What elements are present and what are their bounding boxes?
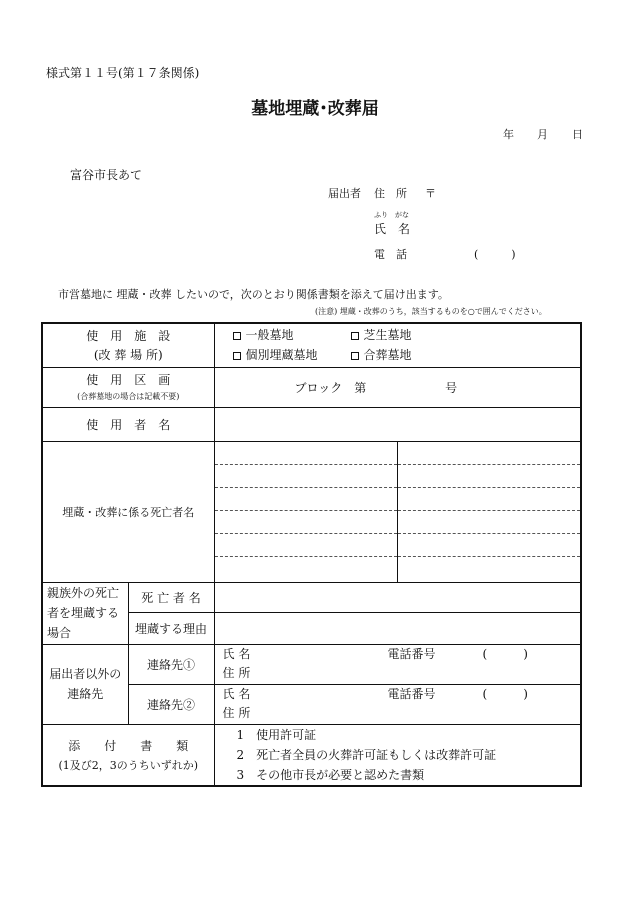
deceased-names-left[interactable]	[214, 441, 397, 582]
deceased-line[interactable]	[398, 534, 581, 557]
checkbox-general[interactable]	[233, 332, 241, 340]
page-title: 墓地埋蔵･改葬届	[251, 99, 379, 119]
attachment-item: 1 使用許可証	[236, 727, 317, 742]
contact1-phone-parens[interactable]: ( )	[482, 647, 528, 661]
facility-label: 使 用 施 設	[86, 329, 171, 344]
option-joint[interactable]: 合葬墓地	[351, 345, 412, 365]
attachments-sublabel: (1及び2，3のうちいずれか)	[58, 758, 199, 772]
contact2-phone-parens[interactable]: ( )	[482, 687, 528, 701]
user-label: 使 用 者 名	[42, 407, 214, 441]
attachments-list	[214, 724, 581, 786]
number-label: 号	[445, 380, 458, 395]
contact1-phone-label: 電話番号	[387, 647, 436, 661]
deceased-row	[42, 441, 581, 582]
user-name-field[interactable]	[214, 407, 581, 441]
option-general[interactable]: 一般墓地	[233, 325, 351, 345]
intro-statement: 市営墓地に 埋蔵・改葬 したいので，次のとおり関係書類を添えて届け出ます。	[58, 288, 449, 301]
option-lawn[interactable]: 芝生墓地	[351, 325, 412, 345]
application-form-table	[41, 322, 582, 787]
checkbox-joint[interactable]	[351, 352, 359, 360]
option-individual[interactable]: 個別埋蔵墓地	[233, 345, 351, 365]
section-label-cell	[42, 367, 214, 407]
contact1-name-label: 氏 名	[222, 647, 251, 661]
deceased-line[interactable]	[215, 465, 397, 488]
section-sublabel: (合葬墓地の場合は記載不要)	[77, 392, 180, 401]
facility-label-cell	[42, 323, 214, 367]
contact1-field[interactable]	[214, 644, 581, 684]
applicant-name-label: 氏 名	[374, 222, 411, 236]
non-relative-name-label: 死 亡 者 名	[128, 582, 214, 612]
applicant-label: 届出者	[328, 187, 361, 200]
deceased-line[interactable]	[398, 511, 581, 534]
postal-mark[interactable]: 〒	[425, 187, 436, 200]
attachments-label: 添 付 書 類	[68, 738, 189, 753]
form-number: 様式第１１号(第１７条関係)	[46, 66, 200, 80]
deceased-line[interactable]	[215, 557, 397, 580]
section-value-cell[interactable]	[214, 367, 581, 407]
addressee: 富谷市長あて	[70, 168, 143, 182]
contact2-address-label: 住 所	[222, 706, 251, 720]
deceased-line[interactable]	[215, 534, 397, 557]
contact2-field[interactable]	[214, 684, 581, 724]
facility-row	[42, 323, 581, 367]
date-month[interactable]: 月	[537, 128, 548, 141]
deceased-line[interactable]	[215, 488, 397, 511]
non-relative-name-field[interactable]	[214, 582, 581, 612]
deceased-names-right[interactable]	[397, 441, 581, 582]
contact2-label: 連絡先②	[128, 684, 214, 724]
applicant-address-label: 住 所	[374, 187, 407, 200]
deceased-line[interactable]	[398, 488, 581, 511]
date-day[interactable]: 日	[572, 128, 583, 141]
attachment-item: 2 死亡者全員の火葬許可証もしくは改葬許可証	[236, 747, 497, 762]
contact1-address-label: 住 所	[222, 666, 251, 680]
non-relative-name-row	[42, 582, 581, 612]
contacts-label: 届出者以外の連絡先	[42, 644, 128, 724]
non-relative-label: 親族外の死亡者を埋蔵する場合	[42, 582, 128, 644]
section-row	[42, 367, 581, 407]
non-relative-reason-field[interactable]	[214, 612, 581, 644]
attachments-row	[42, 724, 581, 786]
attachment-item: 3 その他市長が必要と認めた書類	[236, 767, 425, 782]
deceased-line[interactable]	[215, 442, 397, 465]
attachments-label-cell	[42, 724, 214, 786]
name-furigana: ふり がな	[374, 211, 409, 219]
applicant-phone-parens[interactable]: ( )	[474, 248, 516, 261]
date-year[interactable]: 年	[503, 128, 514, 141]
applicant-phone-label: 電 話	[374, 248, 407, 261]
facility-options-cell	[214, 323, 581, 367]
contact2-phone-label: 電話番号	[387, 687, 436, 701]
facility-sublabel: (改 葬 場 所)	[93, 348, 163, 363]
deceased-line[interactable]	[398, 465, 581, 488]
intro-note: (注意) 埋蔵・改葬のうち，該当するものを○で囲んでください。	[315, 307, 547, 316]
contact2-name-label: 氏 名	[222, 687, 251, 701]
contact1-label: 連絡先①	[128, 644, 214, 684]
non-relative-reason-label: 埋蔵する理由	[128, 612, 214, 644]
contact1-row	[42, 644, 581, 684]
checkbox-lawn[interactable]	[351, 332, 359, 340]
block-label: ブロック 第	[294, 380, 367, 395]
deceased-label: 埋蔵・改葬に係る死亡者名	[42, 441, 214, 582]
deceased-line[interactable]	[398, 442, 581, 465]
deceased-line[interactable]	[215, 511, 397, 534]
user-row	[42, 407, 581, 441]
checkbox-individual[interactable]	[233, 352, 241, 360]
section-label: 使 用 区 画	[86, 373, 171, 387]
deceased-line[interactable]	[398, 557, 581, 580]
